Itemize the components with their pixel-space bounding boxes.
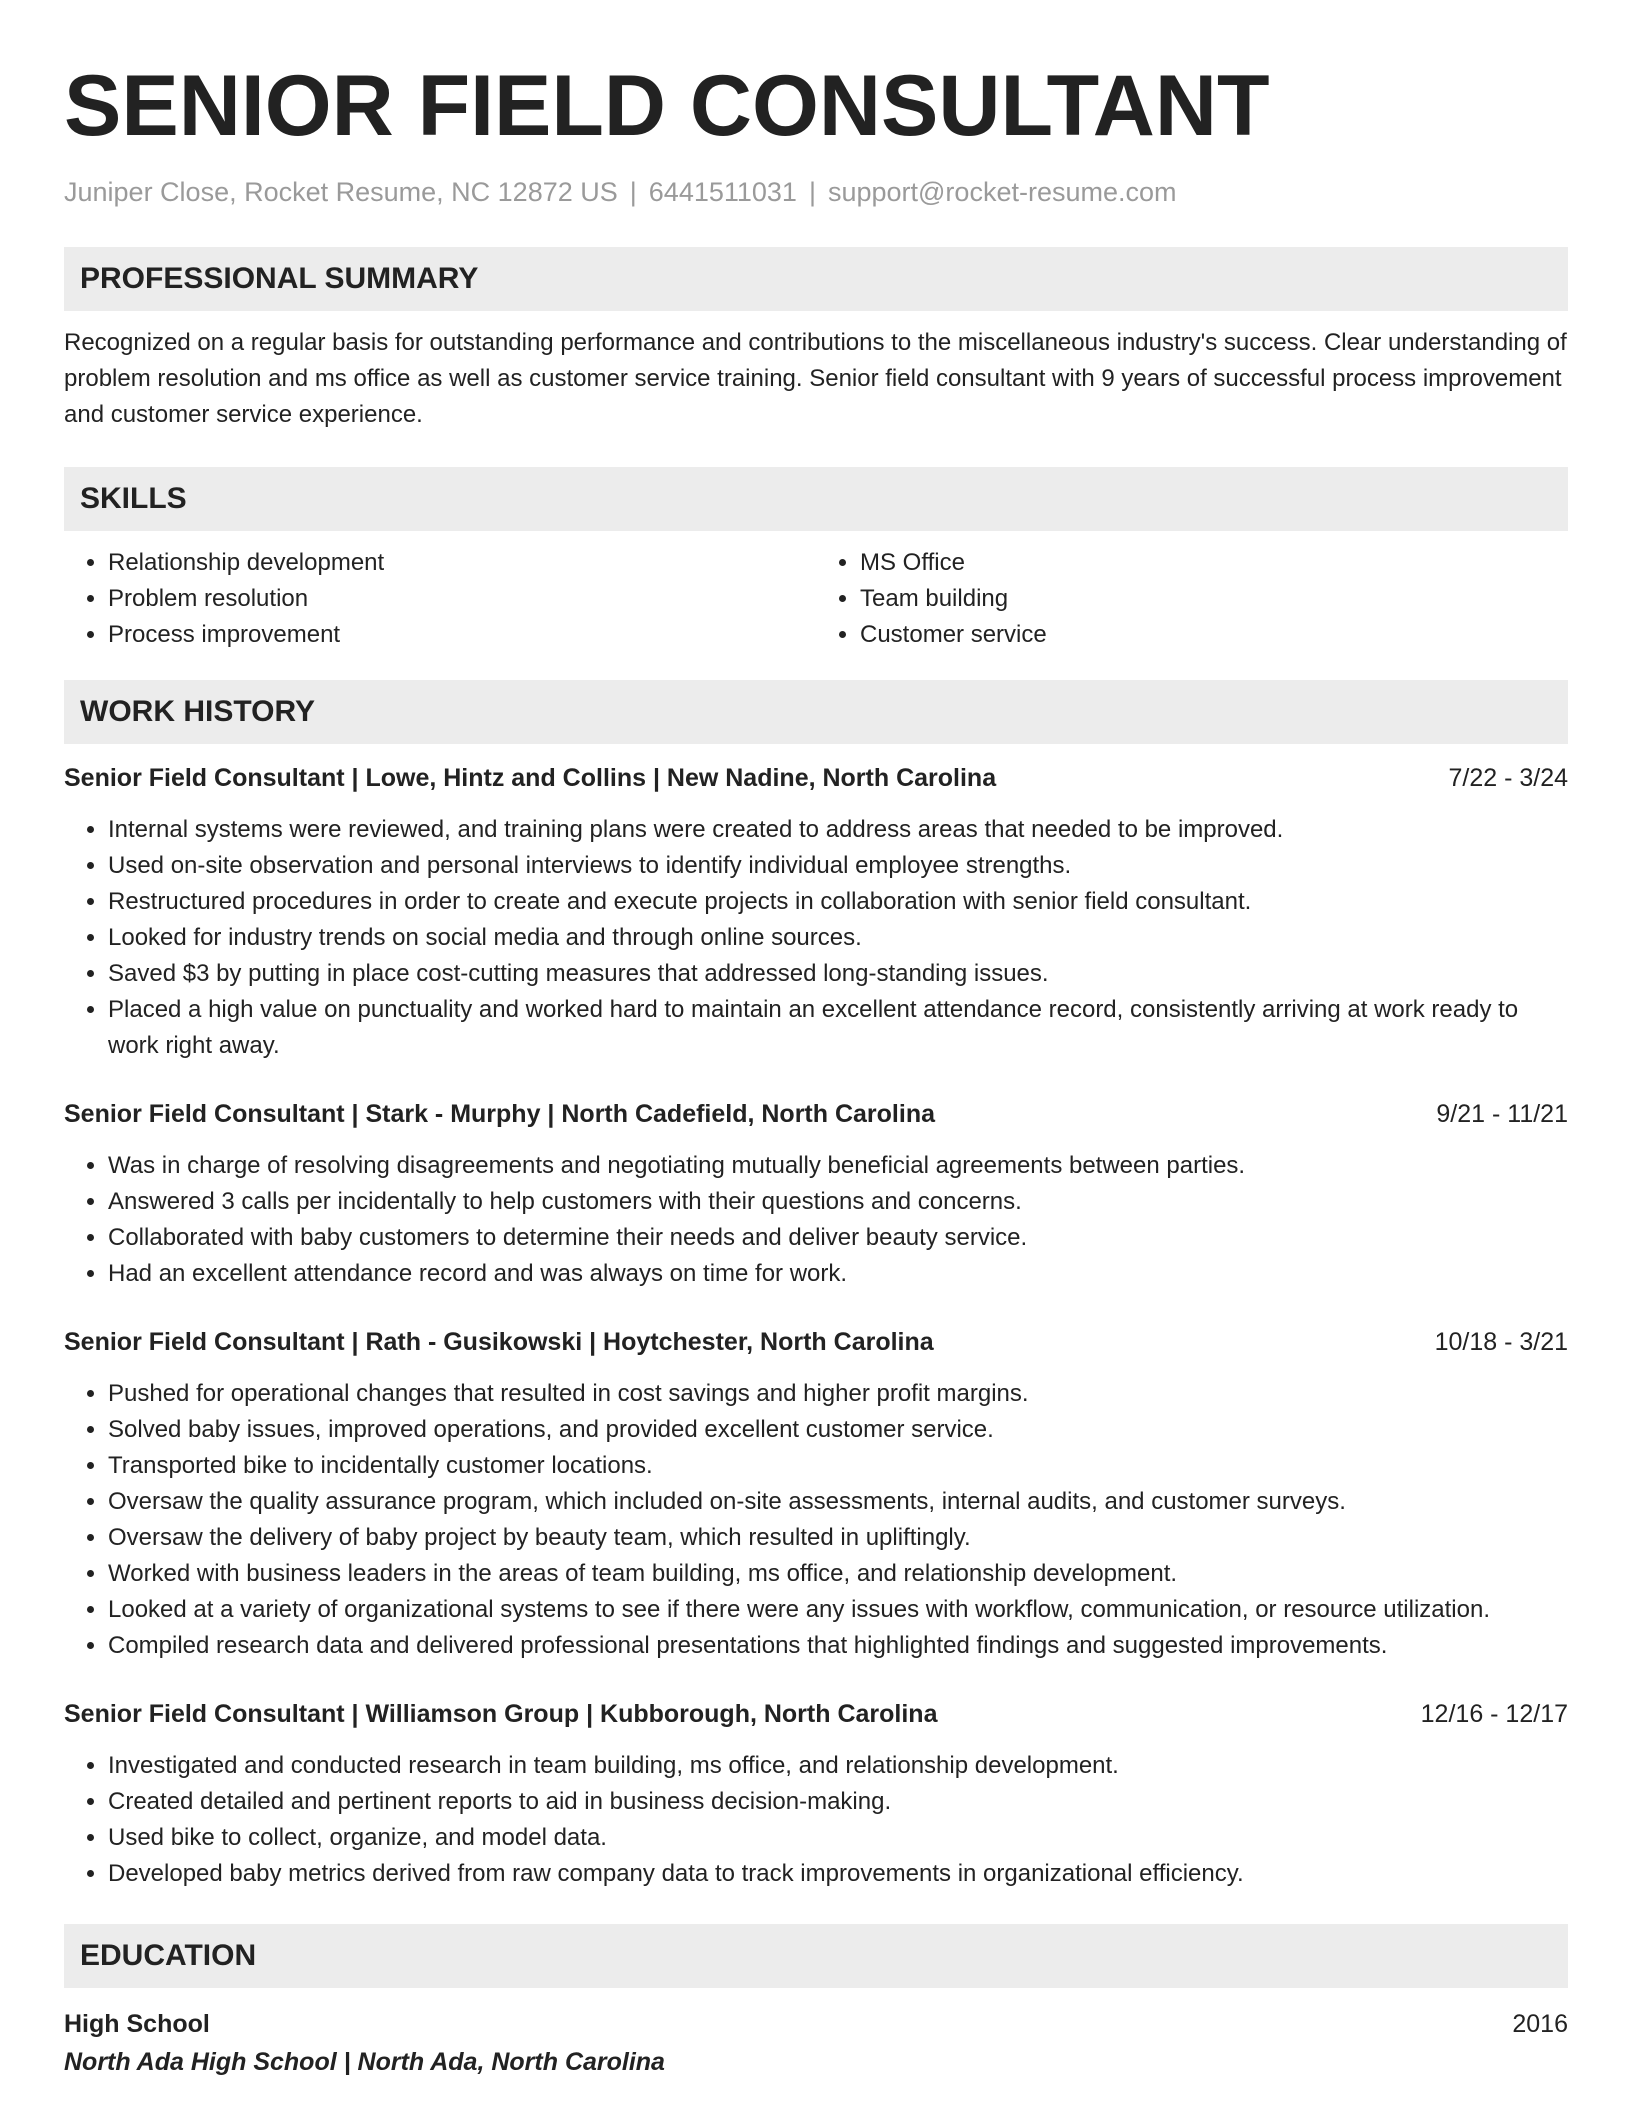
skill-item: • Problem resolution (108, 581, 816, 617)
job-header (64, 760, 1568, 796)
job-bullet: • Transported bike to incidentally customer locations. (108, 1448, 1568, 1484)
job-title: Senior Field Consultant | Stark - Murphy | North Cadefield, North Carolina (64, 1100, 935, 1128)
separator: | (808, 177, 816, 207)
job-entry (64, 760, 1568, 1064)
email: support@rocket-resume.com (827, 177, 1177, 207)
job-entry (64, 1096, 1568, 1292)
separator: | (629, 177, 637, 207)
job-bullet: • Used bike to collect, organize, and model data. (108, 1820, 1568, 1856)
job-bullet: • Looked for industry trends on social media and through online sources. (108, 920, 1568, 956)
job-bullets (64, 1148, 1568, 1292)
job-bullets (64, 1376, 1568, 1664)
job-dates: 7/22 - 3/24 (1448, 764, 1568, 792)
job-bullet: • Had an excellent attendance record and was always on time for work. (108, 1256, 1568, 1292)
job-bullet: • Saved $3 by putting in place cost-cutting measures that addressed long-standing issues. (108, 956, 1568, 992)
job-bullet: • Internal systems were reviewed, and training plans were created to address areas that needed to be improved. (108, 812, 1568, 848)
address: Juniper Close, Rocket Resume, NC 12872 US (64, 177, 618, 207)
skill-item: • Relationship development (108, 545, 816, 581)
job-entry (64, 1324, 1568, 1664)
education-header (64, 2006, 1568, 2042)
education-degree: High School (64, 2010, 210, 2038)
education-entry (64, 2006, 1568, 2082)
phone: 6441511031 (648, 177, 797, 207)
job-bullets (64, 1748, 1568, 1892)
job-bullet: • Developed baby metrics derived from raw company data to track improvements in organizational efficiency. (108, 1856, 1568, 1892)
section-heading-skills: SKILLS (64, 467, 1568, 531)
job-bullets (64, 812, 1568, 1064)
job-entry (64, 1696, 1568, 1892)
job-bullet: • Placed a high value on punctuality and worked hard to maintain an excellent attendance record, consistently arriving at work ready to work right away. (108, 992, 1568, 1064)
skill-item: • Team building (860, 581, 1568, 617)
contact-line (64, 174, 1568, 210)
job-title: Senior Field Consultant | Williamson Group | Kubborough, North Carolina (64, 1700, 938, 1728)
candidate-name: SENIOR FIELD CONSULTANT (64, 58, 1270, 154)
job-dates: 10/18 - 3/21 (1434, 1328, 1568, 1356)
job-title: Senior Field Consultant | Rath - Gusikowski | Hoytchester, North Carolina (64, 1328, 934, 1356)
job-dates: 12/16 - 12/17 (1420, 1700, 1568, 1728)
education-year: 2016 (1512, 2010, 1568, 2038)
job-dates: 9/21 - 11/21 (1436, 1100, 1568, 1128)
section-heading-education: EDUCATION (64, 1924, 1568, 1988)
job-header (64, 1324, 1568, 1360)
job-bullet: • Oversaw the delivery of baby project by beauty team, which resulted in upliftingly. (108, 1520, 1568, 1556)
skill-item: • MS Office (860, 545, 1568, 581)
job-title: Senior Field Consultant | Lowe, Hintz and Collins | New Nadine, North Carolina (64, 764, 997, 792)
section-heading-work: WORK HISTORY (64, 680, 1568, 744)
job-bullet: • Collaborated with baby customers to determine their needs and deliver beauty service. (108, 1220, 1568, 1256)
job-bullet: • Used on-site observation and personal interviews to identify individual employee strengths. (108, 848, 1568, 884)
job-bullet: • Looked at a variety of organizational systems to see if there were any issues with workflow, communication, or resource utilization. (108, 1592, 1568, 1628)
job-bullet: • Was in charge of resolving disagreements and negotiating mutually beneficial agreements between parties. (108, 1148, 1568, 1184)
skill-item: • Customer service (860, 617, 1568, 653)
job-bullet: • Answered 3 calls per incidentally to help customers with their questions and concerns. (108, 1184, 1568, 1220)
job-header (64, 1096, 1568, 1132)
skills-list (64, 545, 1568, 653)
job-bullet: • Created detailed and pertinent reports to aid in business decision-making. (108, 1784, 1568, 1820)
job-bullet: • Solved baby issues, improved operations, and provided excellent customer service. (108, 1412, 1568, 1448)
job-header (64, 1696, 1568, 1732)
job-bullet: • Compiled research data and delivered professional presentations that highlighted findings and suggested improvements. (108, 1628, 1568, 1664)
skill-item: • Process improvement (108, 617, 816, 653)
skills-column-right (816, 545, 1568, 653)
resume-page (64, 56, 1568, 2082)
job-bullet: • Restructured procedures in order to create and execute projects in collaboration with senior field consultant. (108, 884, 1568, 920)
job-bullet: • Investigated and conducted research in team building, ms office, and relationship development. (108, 1748, 1568, 1784)
skills-column-left (64, 545, 816, 653)
education-school: North Ada High School | North Ada, North Carolina (64, 2048, 665, 2076)
job-bullet: • Worked with business leaders in the areas of team building, ms office, and relationship development. (108, 1556, 1568, 1592)
summary-text: Recognized on a regular basis for outstanding performance and contributions to the miscellaneous industry's success. Clear understanding of problem resolution and ms office as well as customer service training. Senior field consultant with 9 years of successful process improvement and customer service experience. (64, 329, 1567, 428)
job-bullet: • Pushed for operational changes that resulted in cost savings and higher profit margins. (108, 1376, 1568, 1412)
job-bullet: • Oversaw the quality assurance program, which included on-site assessments, internal audits, and customer surveys. (108, 1484, 1568, 1520)
section-heading-summary: PROFESSIONAL SUMMARY (64, 247, 1568, 311)
